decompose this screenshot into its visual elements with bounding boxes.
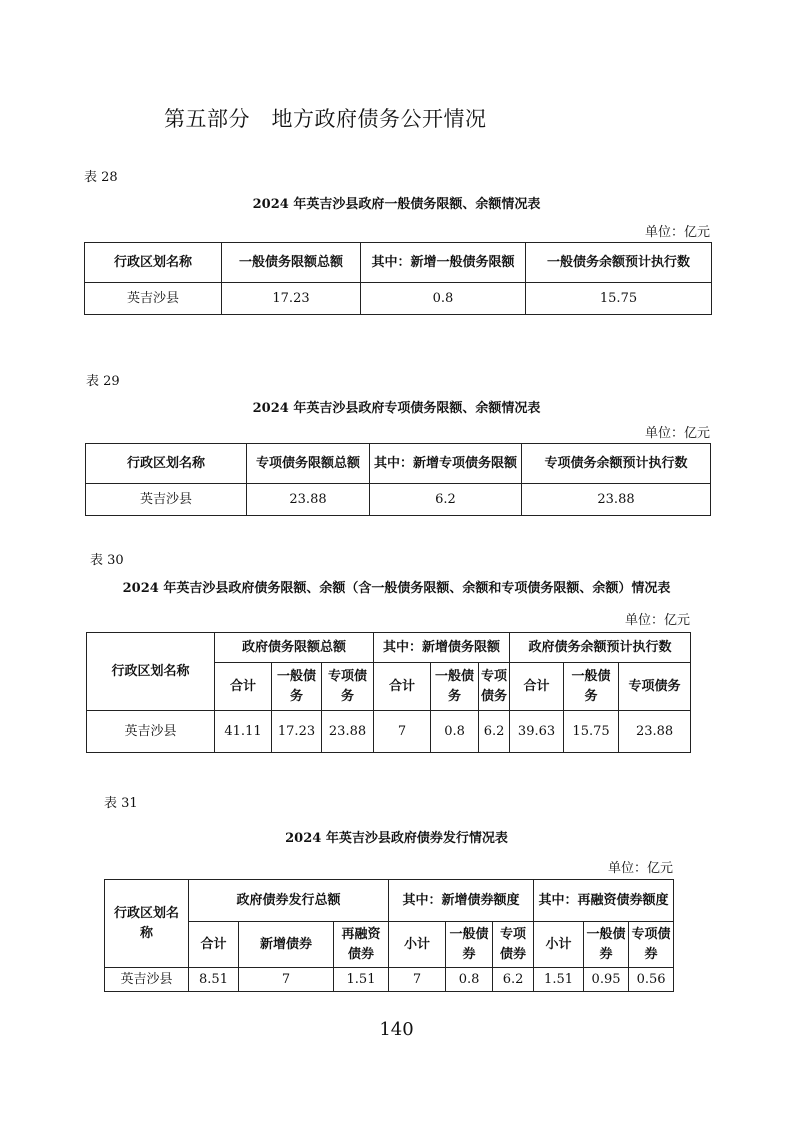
table-31-unit: 单位：亿元 xyxy=(607,861,673,876)
cell-value: 17.23 xyxy=(272,711,322,753)
cell-value: 0.8 xyxy=(446,968,493,992)
header-group-refinancing-bonds: 其中：再融资债券额度 xyxy=(534,880,674,922)
cell-value: 6.2 xyxy=(493,968,534,992)
section-title: 第五部分 地方政府债务公开情况 xyxy=(164,107,487,131)
header-region: 行政区划名称 xyxy=(105,880,189,968)
header-new-limit: 其中：新增一般债务限额 xyxy=(361,243,526,283)
cell-value: 0.56 xyxy=(629,968,674,992)
table-31-title: 2024 年英吉沙县政府债券发行情况表 xyxy=(285,831,508,846)
table-29-unit: 单位：亿元 xyxy=(644,426,710,441)
cell-value: 7 xyxy=(389,968,446,992)
header-limit-total: 专项债务限额总额 xyxy=(247,444,370,484)
table-row xyxy=(105,968,674,992)
table-row xyxy=(86,484,711,516)
header-region: 行政区划名称 xyxy=(85,243,222,283)
cell-value: 7 xyxy=(239,968,334,992)
table-30-unit: 单位：亿元 xyxy=(624,613,690,628)
table-28-label: 表 28 xyxy=(84,170,118,185)
subheader-new-bonds: 新增债券 xyxy=(239,922,334,968)
subheader-general: 一般债券 xyxy=(446,922,493,968)
cell-limit-total: 23.88 xyxy=(247,484,370,516)
table-subheader-row xyxy=(105,922,674,968)
table-30-title: 2024 年英吉沙县政府债务限额、余额（含一般债务限额、余额和专项债务限额、余额）情况表 xyxy=(122,581,671,596)
table-31-label: 表 31 xyxy=(104,796,138,811)
table-29 xyxy=(85,443,711,516)
subheader-special: 专项债务 xyxy=(322,663,374,711)
cell-value: 41.11 xyxy=(215,711,272,753)
subheader-special: 专项债务 xyxy=(619,663,691,711)
table-29-label: 表 29 xyxy=(86,374,120,389)
table-30 xyxy=(86,632,691,753)
table-28-title: 2024 年英吉沙县政府一般债务限额、余额情况表 xyxy=(252,197,541,212)
cell-balance: 23.88 xyxy=(522,484,711,516)
header-region: 行政区划名称 xyxy=(86,444,247,484)
cell-region: 英吉沙县 xyxy=(87,711,215,753)
subheader-total: 合计 xyxy=(215,663,272,711)
subheader-general: 一般债务 xyxy=(431,663,479,711)
table-28-unit: 单位：亿元 xyxy=(644,225,710,240)
cell-value: 7 xyxy=(374,711,431,753)
cell-region: 英吉沙县 xyxy=(86,484,247,516)
header-balance: 一般债务余额预计执行数 xyxy=(526,243,712,283)
cell-region: 英吉沙县 xyxy=(85,283,222,315)
cell-value: 23.88 xyxy=(322,711,374,753)
header-group-limit-total: 政府债务限额总额 xyxy=(215,633,374,663)
cell-new-limit: 0.8 xyxy=(361,283,526,315)
subheader-general: 一般债务 xyxy=(564,663,619,711)
cell-value: 8.51 xyxy=(189,968,239,992)
table-group-header-row xyxy=(105,880,674,922)
header-new-limit: 其中：新增专项债务限额 xyxy=(370,444,522,484)
table-header-row xyxy=(86,444,711,484)
cell-value: 15.75 xyxy=(564,711,619,753)
cell-balance: 15.75 xyxy=(526,283,712,315)
table-31 xyxy=(104,879,674,992)
table-row xyxy=(87,711,691,753)
cell-value: 0.8 xyxy=(431,711,479,753)
subheader-total: 合计 xyxy=(189,922,239,968)
cell-value: 0.95 xyxy=(584,968,629,992)
cell-limit-total: 17.23 xyxy=(222,283,361,315)
cell-value: 1.51 xyxy=(534,968,584,992)
header-region: 行政区划名称 xyxy=(87,633,215,711)
subheader-refinancing-bonds: 再融资债券 xyxy=(334,922,389,968)
table-group-header-row xyxy=(87,633,691,663)
cell-region: 英吉沙县 xyxy=(105,968,189,992)
header-group-new-bonds: 其中：新增债券额度 xyxy=(389,880,534,922)
subheader-general: 一般债券 xyxy=(584,922,629,968)
subheader-special: 专项债务 xyxy=(479,663,510,711)
cell-value: 6.2 xyxy=(479,711,510,753)
subheader-general: 一般债务 xyxy=(272,663,322,711)
table-30-label: 表 30 xyxy=(90,553,124,568)
table-28 xyxy=(84,242,712,315)
header-limit-total: 一般债务限额总额 xyxy=(222,243,361,283)
subheader-special: 专项债券 xyxy=(493,922,534,968)
cell-value: 23.88 xyxy=(619,711,691,753)
header-group-new-limit: 其中：新增债务限额 xyxy=(374,633,510,663)
page-number: 140 xyxy=(379,1019,414,1040)
subheader-special: 专项债券 xyxy=(629,922,674,968)
subheader-total: 合计 xyxy=(374,663,431,711)
subheader-total: 合计 xyxy=(510,663,564,711)
subheader-subtotal: 小计 xyxy=(389,922,446,968)
header-balance: 专项债务余额预计执行数 xyxy=(522,444,711,484)
table-29-title: 2024 年英吉沙县政府专项债务限额、余额情况表 xyxy=(252,401,541,416)
table-row xyxy=(85,283,712,315)
cell-value: 1.51 xyxy=(334,968,389,992)
header-group-issue-total: 政府债券发行总额 xyxy=(189,880,389,922)
subheader-subtotal: 小计 xyxy=(534,922,584,968)
cell-new-limit: 6.2 xyxy=(370,484,522,516)
table-header-row xyxy=(85,243,712,283)
cell-value: 39.63 xyxy=(510,711,564,753)
header-group-balance: 政府债务余额预计执行数 xyxy=(510,633,691,663)
